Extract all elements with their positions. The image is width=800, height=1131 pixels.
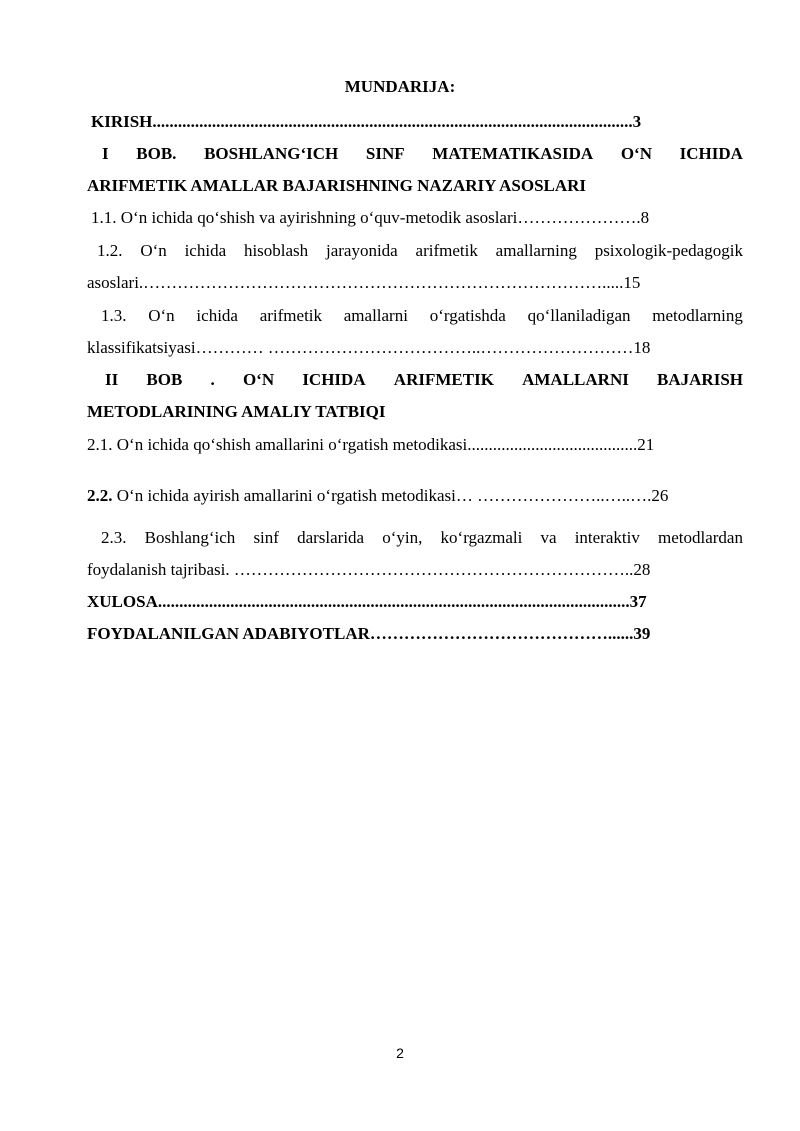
word: . xyxy=(210,370,215,389)
word: 2.3. xyxy=(101,528,127,547)
word: II xyxy=(105,370,119,389)
word: ko‘rgazmali xyxy=(440,528,523,547)
word: sinf xyxy=(253,528,279,547)
word: hisoblash xyxy=(243,241,309,260)
word: qo‘llaniladigan xyxy=(527,306,631,325)
section-text: O‘n ichida ayirish amallarini o‘rgatish metodikasi… …………………..…..….26 xyxy=(112,486,669,505)
word: O‘N xyxy=(242,370,275,389)
word: interaktiv xyxy=(574,528,640,547)
toc-kirish: KIRISH.................................................................................................................3 xyxy=(91,112,642,131)
word: metodlardan xyxy=(657,528,743,547)
word: AMALLARNI xyxy=(522,370,629,389)
word: arifmetik xyxy=(259,306,323,325)
toc-section-1-2-line1 xyxy=(97,241,743,261)
toc-section-1-1: 1.1. O‘n ichida qo‘shish va ayirishning o‘quv-metodik asoslari………………….8 xyxy=(91,208,650,227)
toc-xulosa: XULOSA...............................................................................................................37 xyxy=(87,592,647,611)
word: o‘yin, xyxy=(382,528,423,547)
word: ICHIDA xyxy=(302,370,366,389)
toc-section-1-3-line1 xyxy=(101,306,743,326)
toc-section-2-2 xyxy=(87,486,668,506)
word: BAJARISH xyxy=(657,370,743,389)
word: ichida xyxy=(184,241,227,260)
word: BOB xyxy=(146,370,183,389)
word: 1.3. xyxy=(101,306,127,325)
section-number: 2.2. xyxy=(87,486,113,505)
toc-section-2-3-line2: foydalanish tajribasi. ……………………………………………………………..28 xyxy=(87,560,651,579)
word: Boshlang‘ich xyxy=(144,528,236,547)
word: BOSHLANG‘ICH xyxy=(204,144,339,163)
word: o‘rgatishda xyxy=(429,306,506,325)
word: psixologik-pedagogik xyxy=(594,241,743,260)
toc-chapter2-heading-line2: METODLARINING AMALIY TATBIQI xyxy=(87,402,386,421)
toc-section-1-3-line2: klassifikatsiyasi………… ………………………………..………………………18 xyxy=(87,338,651,357)
word: amallarning xyxy=(495,241,577,260)
word: ICHIDA xyxy=(679,144,743,163)
page-title: MUNDARIJA: xyxy=(344,77,456,96)
word: metodlarning xyxy=(652,306,743,325)
toc-section-2-1: 2.1. O‘n ichida qo‘shish amallarini o‘rgatish metodikasi........................................21 xyxy=(87,435,655,454)
word: amallarni xyxy=(343,306,408,325)
word: ichida xyxy=(196,306,238,325)
word: darslarida xyxy=(297,528,365,547)
toc-chapter2-heading-line1 xyxy=(105,370,743,390)
word: I xyxy=(102,144,109,163)
toc-section-1-2-line2: asoslari.……………………………………………………………………….....15 xyxy=(87,273,641,292)
word: ARIFMETIK xyxy=(393,370,494,389)
toc-section-2-3-line1 xyxy=(101,528,743,548)
word: SINF xyxy=(365,144,405,163)
word: O‘N xyxy=(620,144,652,163)
word: BOB. xyxy=(136,144,177,163)
word: MATEMATIKASIDA xyxy=(432,144,594,163)
word: O‘n xyxy=(140,241,167,260)
page-number: 2 xyxy=(396,1045,404,1061)
toc-chapter1-heading-line2: ARIFMETIK AMALLAR BAJARISHNING NAZARIY ASOSLARI xyxy=(87,176,587,195)
word: 1.2. xyxy=(97,241,123,260)
toc-adabiyotlar: FOYDALANILGAN ADABIYOTLAR……………………………………......39 xyxy=(87,624,651,643)
word: O‘n xyxy=(148,306,175,325)
toc-chapter1-heading-line1 xyxy=(102,144,743,164)
word: jarayonida xyxy=(325,241,398,260)
word: va xyxy=(540,528,557,547)
word: arifmetik xyxy=(415,241,478,260)
